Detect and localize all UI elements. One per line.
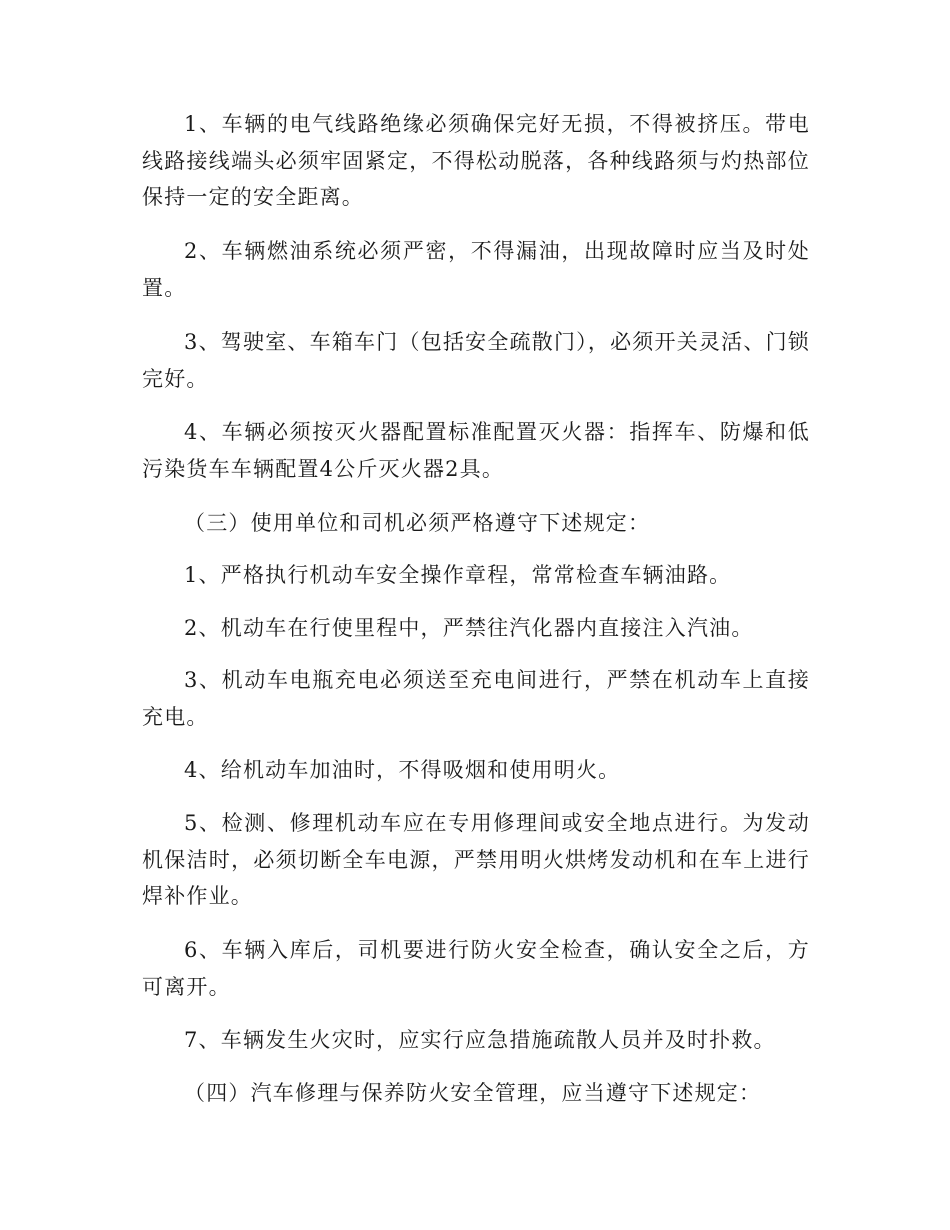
section-heading-4: （四）汽车修理与保养防火安全管理，应当遵守下述规定：: [184, 1081, 762, 1105]
paragraph-7: 3、机动车电瓶充电必须送至充电间进行，严禁在机动车上直接充电。: [142, 668, 810, 729]
paragraph-8: 4、给机动车加油时，不得吸烟和使用明火。: [184, 758, 621, 782]
section-heading-3: （三）使用单位和司机必须严格遵守下述规定：: [184, 511, 651, 535]
paragraph-3: 3、驾驶室、车箱车门（包括安全疏散门），必须开关灵活、门锁完好。: [142, 330, 810, 391]
paragraph-6: 2、机动车在行使里程中，严禁往汽化器内直接注入汽油。: [184, 616, 754, 640]
paragraph-2: 2、车辆燃油系统必须严密，不得漏油，出现故障时应当及时处置。: [142, 239, 810, 300]
paragraph-9: 5、检测、修理机动车应在专用修理间或安全地点进行。为发动机保洁时，必须切断全车电源，严禁用明火烘烤发动机和在车上进行焊补作业。: [142, 811, 810, 908]
paragraph-10: 6、车辆入库后，司机要进行防火安全检查，确认安全之后，方可离开。: [142, 938, 810, 999]
paragraph-4: 4、车辆必须按灭火器配置标准配置灭火器：指挥车、防爆和低污染货车车辆配置4公斤灭火器2具。: [142, 420, 810, 481]
paragraph-11: 7、车辆发生火灾时，应实行应急措施疏散人员并及时扑救。: [184, 1028, 776, 1052]
paragraph-5: 1、严格执行机动车安全操作章程，常常检查车辆油路。: [184, 563, 732, 587]
paragraph-1: 1、车辆的电气线路绝缘必须确保完好无损，不得被挤压。带电线路接线端头必须牢固紧定，不得松动脱落，各种线路须与灼热部位保持一定的安全距离。: [142, 112, 810, 209]
